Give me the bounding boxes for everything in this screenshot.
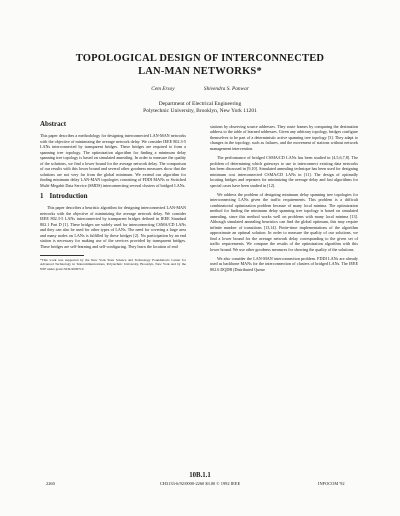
- section-title: Introduction: [49, 191, 88, 200]
- left-column: [40, 122, 186, 271]
- right-column: [210, 124, 358, 276]
- abstract-text: This paper describes a methodology for designing interconnected LAN-MAN networks with the objective of minimizing the average network delay. We consider IEEE 802.3-5 LANs interconnected by transparent bridges. These bridges are required to form a spanning tree topology. The optimization algorithm for finding a minimum delay spanning tree topology is based on simulated annealing. In order to measure the quality of the solutions, we find a lower bound for the average network delay. The comparison of our results with this lower bound and several other goodness measures show that the solutions are not very far from the global minimum. We extend our algorithm for finding minimum delay LAN-MAN topologies consisting of FDDI MANs or Switched Multi-Megabit Data Service (SMDS) interconnecting several clusters of bridged LANs.: [40, 133, 186, 188]
- title-line-2: LAN-MAN NETWORKS*: [138, 66, 262, 77]
- page-code: 10B.1.1: [189, 472, 211, 479]
- department: Department of Electrical Engineering: [158, 101, 242, 107]
- university: Polytechnic University, Brooklyn, New York 11201: [143, 108, 257, 114]
- intro-paragraph: This paper describes a heuristic algorithm for designing interconnected LAN-MAN networks with the objective of minimizing the average network delay. We consider IEEE 802.3-5 LANs interconnected by transparent bridges defined in IEEE Standard 802.1 Part D [1]. These bridges are widely used for interconnecting CSMA/CD LANs and they can also be used for other types of LANs. The need for covering a large area and many nodes on LANs is fulfilled by these bridges [2]. No participation by an end station is necessary for making use of the services provided by transparent bridges. These bridges are self-learning and self-configuring. They learn the location of end: [40, 205, 186, 249]
- authors: [0, 86, 400, 92]
- footnote-rule: [40, 255, 84, 256]
- copyright-line: CH3133-6/92/0000-2260 $3.00 © 1992 IEEE: [159, 481, 241, 486]
- author-1: Cem Ersoy: [151, 86, 175, 92]
- right-paragraph-1: stations by observing source addresses. They route frames by comparing the destination address to the table of learned addresses. Given any arbitrary topology, bridges configure themselves to be part of a deterministic active spanning tree topology [3]. They adapt to changes in the topology, such as failures, and the movement of stations without network management intervention.: [210, 124, 358, 151]
- right-paragraph-2: The performance of bridged CSMA/CD LANs has been studied in [4,5,6,7,8]. The problem of determining which gateways to use to interconnect existing data networks has been discussed in [9,10]. Simulated annealing technique has been used for designing minimum cost interconnected CSMA/CD LANs in [11]. The design of optimally locating bridges and repeaters for minimizing the average delay and fast algorithms for special cases have been studied in [12].: [210, 155, 358, 188]
- footnote: *This work was supported by the New York State Science and Technology Foundation's Center for Advanced Technology in Telecommunications, Polytechnic University, Brooklyn, New York and by the NSF under grant NCR-9009719: [40, 258, 186, 271]
- right-paragraph-3: We address the problem of designing minimum delay spanning tree topologies for interconnecting LANs given the traffic requirements. This problem is a difficult combinatorial optimization problem because of many local minima. The optimization method for finding the minimum delay spanning tree topology is based on simulated annealing, since this method works well on problems with many local minima [13]. Although simulated annealing heuristics can find the global optimum, this may require infinite number of transitions [13,14]. Finite-time implementations of the algorithm approximate an optimal solution. In order to measure the quality of our solutions, we find a lower bound for the average network delay corresponding to the given set of traffic requirements. We compare the results of the optimization algorithm with this lower bound. We use other goodness measures for showing the quality of the solutions.: [210, 191, 358, 252]
- section-heading: [40, 191, 186, 200]
- section-number: 1: [40, 191, 44, 200]
- page-number: 2260: [46, 481, 55, 486]
- right-paragraph-4: We also consider the LAN-MAN interconnection problem. FDDI LANs are already used as backbone MANs for the interconnection of clusters of bridged LANs. The IEEE 802.6 DQDB (Distributed Queue: [210, 255, 358, 272]
- affiliation: [0, 101, 400, 115]
- conference-name: INFOCOM '92: [318, 481, 345, 486]
- abstract-heading: Abstract: [40, 120, 67, 128]
- paper-title: [40, 52, 360, 78]
- author-2: Shivendra S. Panwar: [203, 86, 249, 92]
- title-line-1: TOPOLOGICAL DESIGN OF INTERCONNECTED: [75, 53, 325, 64]
